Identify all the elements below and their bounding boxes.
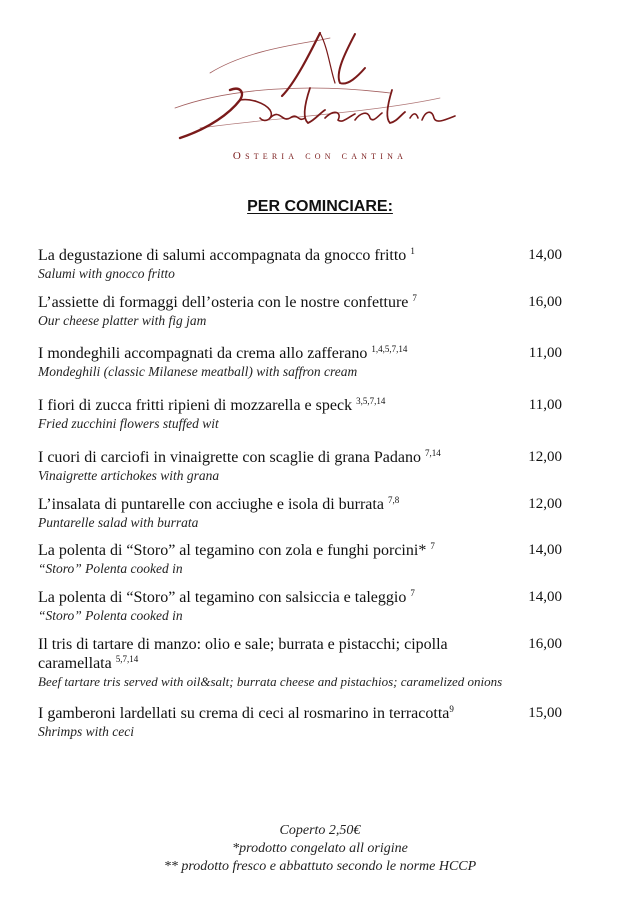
item-name: I cuori di carciofi in vinaigrette con scaglie di grana Padano $^{7,14}$ [38, 448, 441, 466]
item-price: 15,00 [528, 705, 562, 721]
item-name: I fiori di zucca fritti ripieni di mozzarella e speck $^{3,5,7,14}$ [38, 396, 386, 414]
item-price: 12,00 [528, 496, 562, 512]
item-description: Vinaigrette artichokes with grana [38, 468, 220, 483]
allergen-codes: 7,14 [424, 448, 441, 458]
item-description: Our cheese platter with fig jam [38, 313, 207, 328]
menu-item [38, 246, 598, 282]
menu-item [38, 588, 598, 624]
menu-item [38, 635, 608, 690]
item-price: 16,00 [528, 636, 562, 652]
item-description: Salumi with gnocco fritto [38, 266, 175, 281]
restaurant-logo [170, 28, 460, 148]
item-name: La polenta di “Storo” al tegamino con salsiccia e taleggio $^7$ [38, 588, 415, 606]
item-name: I mondeghili accompagnati da crema allo zafferano $^{1,4,5,7,14}$ [38, 344, 408, 362]
allergen-codes: 1 [410, 246, 415, 256]
item-description: Puntarelle salad with burrata [38, 515, 199, 530]
allergen-codes: 7 [430, 541, 435, 551]
allergen-codes: 7 [412, 293, 417, 303]
menu-item [38, 448, 598, 484]
menu-item [38, 541, 598, 577]
item-price: 11,00 [528, 345, 562, 361]
item-name: I gamberoni lardellati su crema di ceci al rosmarino in terracotta$^9$ [38, 704, 454, 722]
item-price: 14,00 [528, 589, 562, 605]
item-price: 11,00 [528, 397, 562, 413]
allergen-codes: 7 [410, 588, 415, 598]
item-price: 14,00 [528, 247, 562, 263]
item-name: Il tris di tartare di manzo: olio e sale; burrata e pistacchi; cipolla caramellata $^{5,7,14}$ [38, 636, 448, 672]
allergen-codes: 5,7,14 [115, 654, 139, 664]
item-name: La degustazione di salumi accompagnata da gnocco fritto $^1$ [38, 246, 415, 264]
item-description: Beef tartare tris served with oil&salt; burrata cheese and pistachios; caramelized onions [38, 674, 503, 689]
item-description: Shrimps with ceci [38, 724, 134, 739]
allergen-codes: 3,5,7,14 [356, 396, 386, 406]
menu-item [38, 704, 598, 740]
item-description: “Storo” Polenta cooked in [38, 561, 183, 576]
item-name: L’assiette di formaggi dell’osteria con le nostre confetture $^7$ [38, 293, 417, 311]
menu-footer [0, 822, 640, 876]
menu-item [38, 396, 598, 432]
allergen-codes: 9 [449, 704, 454, 714]
section-title: PER COMINCIARE: [247, 198, 393, 215]
item-description: Fried zucchini flowers stuffed wit [38, 416, 219, 431]
item-price: 14,00 [528, 542, 562, 558]
frozen-note: *prodotto congelato all origine [232, 841, 408, 856]
tagline: Osteria con cantina [232, 150, 408, 162]
item-description: Mondeghili (classic Milanese meatball) with saffron cream [38, 364, 358, 379]
item-name: La polenta di “Storo” al tegamino con zola e funghi porcini* $^7$ [38, 541, 435, 559]
cover-charge: Coperto 2,50€ [279, 823, 361, 838]
allergen-codes: 1,4,5,7,14 [371, 344, 408, 354]
allergen-codes: 7,8 [387, 495, 400, 505]
menu-item [38, 495, 598, 531]
item-price: 16,00 [528, 294, 562, 310]
item-price: 12,00 [528, 449, 562, 465]
fresh-note: ** prodotto fresco e abbattuto secondo le norme HCCP [163, 859, 477, 874]
menu-item [38, 293, 598, 329]
item-name: L’insalata di puntarelle con acciughe e isola di burrata $^{7,8}$ [38, 495, 400, 513]
menu-item [38, 344, 598, 380]
item-description: “Storo” Polenta cooked in [38, 608, 183, 623]
logo-script-icon [170, 28, 460, 148]
